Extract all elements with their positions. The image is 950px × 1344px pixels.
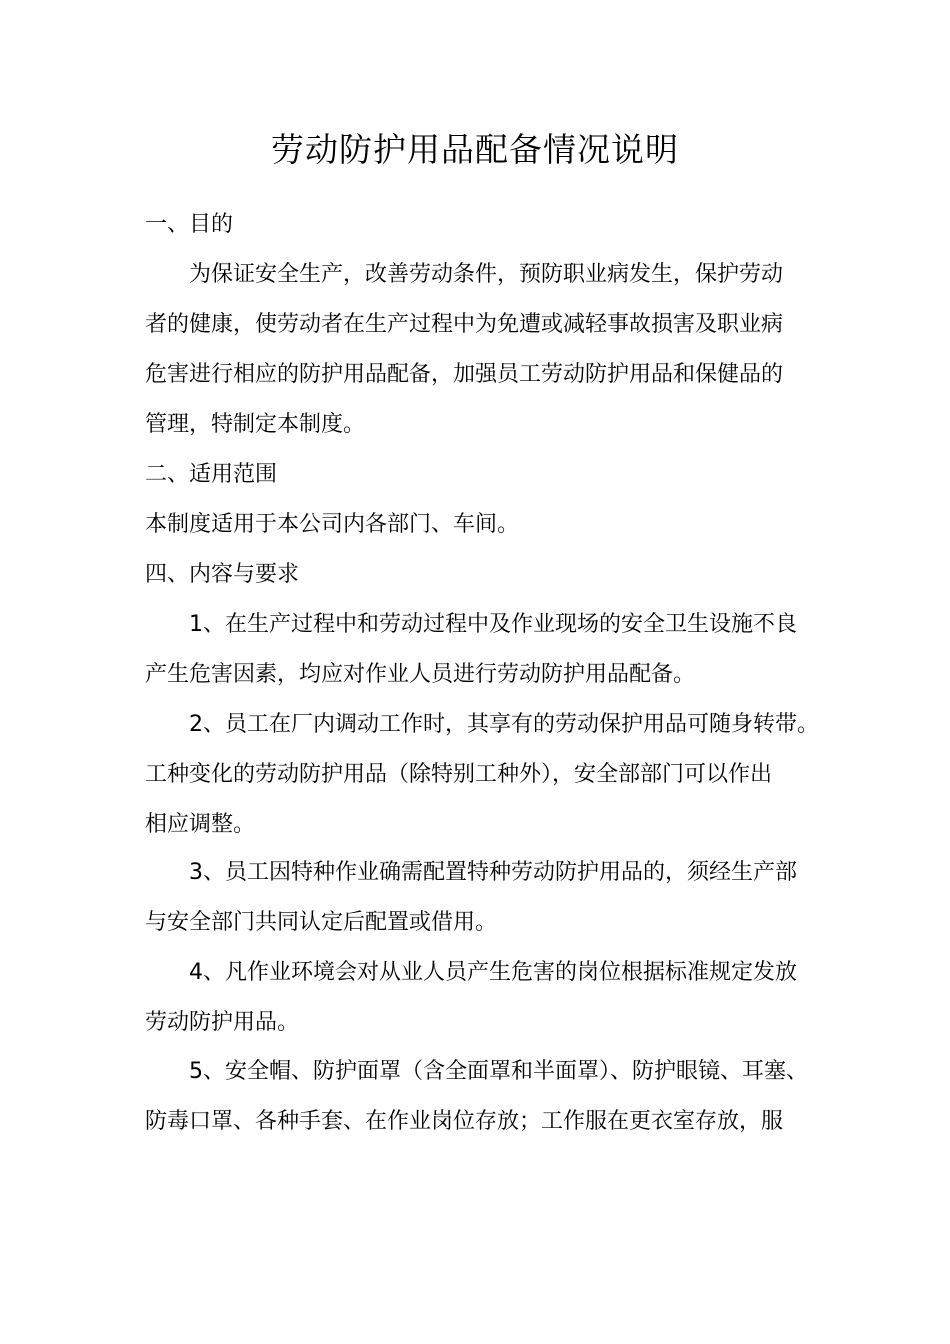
- list-item-line: 3、员工因特种作业确需配置特种劳动防护用品的，须经生产部: [189, 860, 797, 885]
- list-item-line: 劳动防护用品。: [145, 1010, 300, 1035]
- section-heading-purpose: 一、目的: [145, 212, 234, 237]
- list-item-line: 1、在生产过程中和劳动过程中及作业现场的安全卫生设施不良: [189, 612, 797, 637]
- list-item-line: 与安全部门共同认定后配置或借用。: [145, 910, 498, 935]
- paragraph-line: 管理，特制定本制度。: [145, 412, 366, 437]
- document-title: 劳动防护用品配备情况说明: [271, 130, 679, 169]
- list-item-line: 相应调整。: [145, 812, 256, 837]
- list-item-line: 2、员工在厂内调动工作时，其享有的劳动保护用品可随身转带。: [189, 712, 819, 737]
- list-item-line: 防毒口罩、各种手套、在作业岗位存放；工作服在更衣室存放，服: [145, 1109, 784, 1134]
- list-item-line: 工种变化的劳动防护用品（除特别工种外），安全部部门可以作出: [145, 762, 773, 787]
- paragraph-line: 为保证安全生产，改善劳动条件，预防职业病发生，保护劳动: [189, 262, 784, 287]
- paragraph-line: 者的健康，使劳动者在生产过程中为免遭或减轻事故损害及职业病: [145, 312, 784, 337]
- section-heading-requirements: 四、内容与要求: [145, 562, 300, 587]
- paragraph-line: 危害进行相应的防护用品配备，加强员工劳动防护用品和保健品的: [145, 362, 784, 387]
- section-heading-scope: 二、适用范围: [145, 462, 278, 487]
- list-item-line: 5、安全帽、防护面罩（含全面罩和半面罩）、防护眼镜、耳塞、: [189, 1059, 808, 1084]
- list-item-line: 产生危害因素，均应对作业人员进行劳动防护用品配备。: [145, 662, 696, 687]
- paragraph-line: 本制度适用于本公司内各部门、车间。: [145, 512, 520, 537]
- list-item-line: 4、凡作业环境会对从业人员产生危害的岗位根据标准规定发放: [189, 960, 797, 985]
